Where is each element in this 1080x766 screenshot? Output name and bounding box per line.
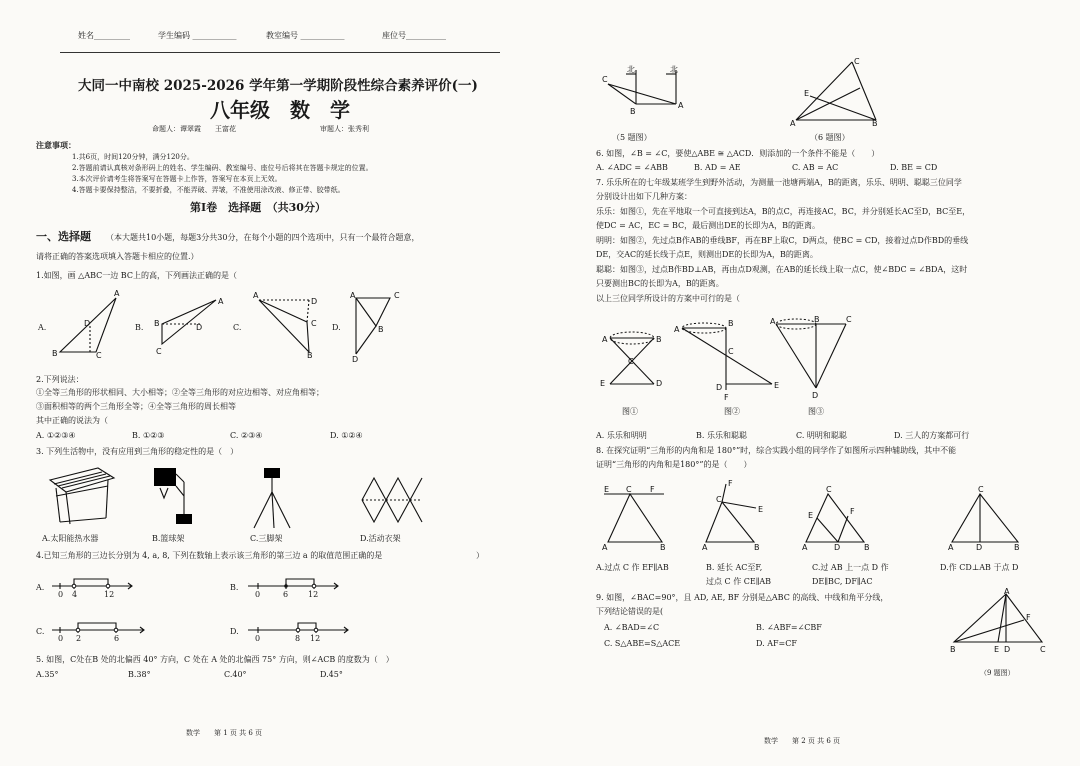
svg-text:E: E <box>994 645 1000 654</box>
tick-label: 12 <box>308 590 319 599</box>
question-5-stem: 5. 如图，C处在B 处的北偏西 40° 方向，C 处在 A 处的北偏西 75° 方向，则∠ACB 的度数为（ ） <box>36 655 394 664</box>
svg-text:F: F <box>1026 613 1031 622</box>
question-4-stem: 4.已知三角形的三边长分别为 4, a, 8, 下列在数轴上表示该三角形的第三边 a 的取值范围正确的是 <box>36 551 383 560</box>
q3-option-a: A.太阳能热水器 <box>42 534 99 543</box>
q6-figure <box>786 58 896 128</box>
tick-label: 6 <box>114 634 120 643</box>
question-6-stem: 6. 如图，∠B = ∠C，要使△ABE ≅ △ACD．则添加的一个条件不能是（ ） <box>596 149 880 158</box>
footer-page-1: 数学 第 1 页 共 6 页 <box>186 729 263 737</box>
svg-text:B: B <box>630 107 636 116</box>
question-7-line: 聪聪：如图③，过点B作BD⊥AB，再由点D观测，在AB的延长线上取一点C，使∠BDC = ∠BDA，这时 <box>596 265 968 274</box>
svg-text:A: A <box>218 297 224 306</box>
q2-statements-1: ①全等三角形的形状相同、大小相等；②全等三角形的对应边相等、对应角相等； <box>36 388 324 397</box>
question-2-stem: 2.下列说法： <box>36 375 84 384</box>
svg-text:C: C <box>602 75 608 84</box>
svg-text:B: B <box>656 335 662 344</box>
q7-option-b: B. 乐乐和聪聪 <box>696 431 747 440</box>
svg-text:D: D <box>716 383 723 392</box>
q4-number-line-d <box>248 616 358 646</box>
svg-text:E: E <box>774 381 780 390</box>
question-7-line: 7. 乐乐所在的七年级某班学生到野外活动，为测量一池塘两端A，B的距离，乐乐、明明、聪聪三位同学 <box>596 178 962 187</box>
q5-option-b: B.38° <box>128 670 151 679</box>
q7-option-a: A. 乐乐和明明 <box>596 431 647 440</box>
q8-option-c: C.过 AB 上一点 D 作 <box>812 563 889 572</box>
svg-text:E: E <box>604 485 610 494</box>
tick-label: 8 <box>295 634 301 643</box>
q5-option-c: C.40° <box>224 670 247 679</box>
question-7-line: 以上三位同学所设计的方案中可行的是（ <box>596 294 740 303</box>
note-item: 1.共6页，时间120分钟，满分120分。 <box>72 153 194 161</box>
part-title: 一、选择题 <box>36 230 91 243</box>
svg-text:E: E <box>600 379 606 388</box>
q2-statements-2: ③面积相等的两个三角形全等；④全等三角形的周长相等 <box>36 402 236 411</box>
q6-option-d: D. BE = CD <box>890 163 938 172</box>
svg-text:C: C <box>846 315 852 324</box>
room-number-field: 教室编号 ___________ <box>266 31 345 40</box>
svg-text:D: D <box>834 543 841 552</box>
note-item: 3.本次评价请考生将答案写在答题卡上作答，答案写在本页上无效。 <box>72 175 282 183</box>
q9-figure <box>950 587 1050 654</box>
q1-figure-c <box>255 292 325 358</box>
svg-text:A: A <box>770 317 776 326</box>
name-field: 姓名_________ <box>78 31 130 40</box>
part-description-cont: 请将正确的答案选项填入答题卡相应的位置.） <box>36 252 199 261</box>
notes-heading: 注意事项： <box>36 140 76 150</box>
q1-option-c: C. <box>233 323 242 332</box>
q4-number-line-c <box>52 616 152 646</box>
svg-text:C: C <box>728 347 734 356</box>
q7-figure-1-caption: 图① <box>622 407 638 416</box>
svg-text:F: F <box>724 393 729 402</box>
tick-label: 0 <box>255 590 261 599</box>
north-label: 北 <box>627 65 635 74</box>
svg-text:C: C <box>716 495 722 504</box>
svg-text:C: C <box>626 485 632 494</box>
tick-label: 12 <box>104 590 115 599</box>
q6-option-b: B. AD = AE <box>694 163 741 172</box>
q3-option-d: D.活动衣架 <box>360 534 401 543</box>
svg-text:A: A <box>114 289 120 298</box>
q6-option-c: C. AB = AC <box>792 163 839 172</box>
question-8-line: 证明“三角形的内角和是180°”的是（ ） <box>596 460 752 469</box>
svg-text:B: B <box>872 119 878 128</box>
q8-option-d: D.作 CD⊥AB 于点 D <box>940 563 1019 572</box>
q1-option-a: A. <box>38 323 47 332</box>
q1-figure-b <box>150 296 230 356</box>
svg-text:A: A <box>350 291 356 300</box>
svg-text:E: E <box>804 89 810 98</box>
basketball-hoop-icon <box>150 466 200 530</box>
svg-text:A: A <box>253 291 259 300</box>
q8-option-b-cont: 过点 C 作 CE∥AB <box>706 577 772 586</box>
svg-text:C: C <box>394 291 400 300</box>
q3-option-c: C.三脚架 <box>250 534 283 543</box>
fig6-caption: （6 题图） <box>810 133 850 142</box>
exam-title: 大同一中南校 2025-2026 学年第一学期阶段性综合素养评价(一) <box>78 78 478 94</box>
q8-option-b: B. 延长 AC至F, <box>706 563 763 572</box>
q5-option-d: D.45° <box>320 670 343 679</box>
svg-text:B: B <box>950 645 956 654</box>
q6-option-a: A. ∠ADC = ∠ABB <box>596 163 668 172</box>
question-7-line: 乐乐：如图①，先在平地取一个可直接到达A，B的点C，再连接AC，BC，并分别延长AC至D，BC至E， <box>596 207 971 216</box>
volume-title: 第Ⅰ卷 选择题 （共30分） <box>190 201 326 214</box>
svg-text:D: D <box>976 543 983 552</box>
q7-figure-3 <box>770 316 860 402</box>
svg-text:A: A <box>702 543 708 552</box>
q9-option-d: D. AF=CF <box>756 639 797 648</box>
question-7-line: 只要测出BC的长即为A，B的距离。 <box>596 279 724 288</box>
q1-figure-d <box>350 290 410 364</box>
q8-figure-d <box>944 484 1034 554</box>
q1-figure-a <box>50 290 130 360</box>
tick-label: 0 <box>58 634 64 643</box>
svg-text:B: B <box>307 351 313 360</box>
q2-prompt: 其中正确的说法为（ <box>36 416 108 425</box>
svg-text:C: C <box>628 357 634 366</box>
note-item: 4.答题卡要保持整洁，不要折叠，不能弄破、弄皱，不准使用涂改液、修正带、胶带纸。 <box>72 186 345 194</box>
svg-text:C: C <box>854 57 860 66</box>
svg-text:C: C <box>1040 645 1046 654</box>
q4-option-b: B. <box>230 583 239 592</box>
svg-text:C: C <box>311 319 317 328</box>
svg-text:A: A <box>790 119 796 128</box>
tick-label: 0 <box>58 590 64 599</box>
q3-option-b: B.篮球架 <box>152 534 185 543</box>
question-1-stem: 1.如图，画 △ABC一边 BC上的高，下列画法正确的是（ <box>36 271 237 280</box>
solar-water-heater-icon <box>48 466 118 530</box>
svg-text:B: B <box>728 319 734 328</box>
q5-option-a: A.35° <box>36 670 59 679</box>
svg-text:B: B <box>754 543 760 552</box>
tick-label: 2 <box>76 634 82 643</box>
north-label: 北 <box>670 65 678 74</box>
student-code-field: 学生编码 ___________ <box>158 31 237 40</box>
question-4-paren: ） <box>476 551 484 560</box>
svg-text:E: E <box>808 511 814 520</box>
question-7-line: 使DC = AC，EC = BC，最后测出DE的长即为A，B的距离。 <box>596 221 821 230</box>
svg-text:D: D <box>1004 645 1011 654</box>
q4-option-d: D. <box>230 627 239 636</box>
svg-text:B: B <box>660 543 666 552</box>
svg-text:C: C <box>826 485 832 494</box>
tick-label: 0 <box>255 634 261 643</box>
svg-text:A: A <box>802 543 808 552</box>
svg-text:B: B <box>814 315 820 324</box>
q7-figure-2-caption: 图② <box>724 407 740 416</box>
svg-text:B: B <box>1014 543 1020 552</box>
svg-text:B: B <box>52 349 58 358</box>
q2-option-b: B. ①②③ <box>132 431 165 440</box>
q8-figure-a <box>600 484 680 554</box>
q1-option-d: D. <box>332 323 341 332</box>
header-divider <box>60 52 500 53</box>
q7-figure-1 <box>598 324 668 404</box>
question-3-stem: 3. 下列生活物中，没有应用到三角形的稳定性的是（ ） <box>36 447 239 456</box>
q9-option-c: C. S△ABE=S△ACE <box>604 639 681 648</box>
svg-text:C: C <box>978 485 984 494</box>
svg-text:A: A <box>602 335 608 344</box>
svg-text:A: A <box>602 543 608 552</box>
svg-text:F: F <box>728 479 733 488</box>
exam-reviewer: 审题人：张秀利 <box>320 125 369 133</box>
svg-text:D: D <box>656 379 663 388</box>
tick-label: 4 <box>72 590 78 599</box>
svg-text:B: B <box>864 543 870 552</box>
svg-text:A: A <box>1004 587 1010 596</box>
tick-label: 6 <box>283 590 289 599</box>
q8-option-a: A.过点 C 作 EF∥AB <box>596 563 669 572</box>
exam-authors: 命题人：谭翠霞 王富花 <box>152 125 236 133</box>
svg-text:D: D <box>196 323 203 332</box>
tick-label: 12 <box>310 634 321 643</box>
svg-text:A: A <box>674 325 680 334</box>
part-description: （本大题共10小题，每题3分共30分，在每个小题的四个选项中，只有一个最符合题意， <box>106 233 420 242</box>
question-9-line: 下列结论错误的是( <box>596 607 664 616</box>
question-8-line: 8. 在探究证明“三角形的内角和是 180°”时，综合实践小组的同学作了如图所示四种辅助线，其中不能 <box>596 446 957 455</box>
note-item: 2.答题前请认真核对条形码上的姓名、学生编码、教室编号、座位号后将其在答题卡规定的位置。 <box>72 164 373 172</box>
exam-subject-title: 八年级 数 学 <box>210 98 350 122</box>
folding-clothes-rack-icon <box>360 474 430 528</box>
tripod-icon <box>250 466 300 532</box>
fig5-caption: （5 题图） <box>612 133 652 142</box>
question-7-line: 明明：如图②，先过点B作AB的垂线BF，再在BF上取C，D两点，使BC = CD，接着过点D作BD的垂线 <box>596 236 969 245</box>
svg-text:D: D <box>812 391 819 400</box>
q9-option-a: A. ∠BAD=∠C <box>604 623 660 632</box>
svg-text:B: B <box>154 319 160 328</box>
question-7-line: DE，交AC的延长线于点E，则测出DE的长即为A，B的距离。 <box>596 250 818 259</box>
svg-text:A: A <box>948 543 954 552</box>
question-9-line: 9. 如图，∠BAC=90°，且 AD, AE, BF 分别是△ABC 的高线、中线和角平分线， <box>596 593 889 602</box>
svg-text:D: D <box>311 297 318 306</box>
seat-number-field: 座位号__________ <box>382 31 446 40</box>
q4-number-line-b <box>248 572 348 602</box>
svg-text:F: F <box>850 507 855 516</box>
q2-option-a: A. ①②③④ <box>36 431 76 440</box>
q4-option-c: C. <box>36 627 45 636</box>
svg-text:C: C <box>156 347 162 356</box>
q8-figure-c <box>800 484 880 554</box>
fig9-caption: （9 题图） <box>980 669 1015 677</box>
q8-option-c-cont: DE∥BC, DF∥AC <box>812 577 873 586</box>
q4-number-line-a <box>52 572 142 602</box>
q7-figure-3-caption: 图③ <box>808 407 824 416</box>
q2-option-d: D. ①②④ <box>330 431 363 440</box>
svg-text:A: A <box>678 101 684 110</box>
svg-text:D: D <box>84 319 91 328</box>
question-7-line: 分别设计出如下几种方案： <box>596 192 692 201</box>
svg-text:D: D <box>352 355 359 364</box>
q1-option-b: B. <box>135 323 144 332</box>
svg-text:C: C <box>96 351 102 360</box>
q7-figure-2 <box>674 318 784 404</box>
footer-page-2: 数学 第 2 页 共 6 页 <box>764 737 841 745</box>
svg-text:F: F <box>650 485 655 494</box>
q8-figure-b <box>700 480 780 554</box>
q4-option-a: A. <box>36 583 45 592</box>
svg-text:E: E <box>758 505 764 514</box>
svg-text:B: B <box>378 325 384 334</box>
q9-option-b: B. ∠ABF=∠CBF <box>756 623 822 632</box>
q2-option-c: C. ②③④ <box>230 431 263 440</box>
q7-option-c: C. 明明和聪聪 <box>796 431 847 440</box>
q7-option-d: D. 三人的方案都可行 <box>894 431 970 440</box>
